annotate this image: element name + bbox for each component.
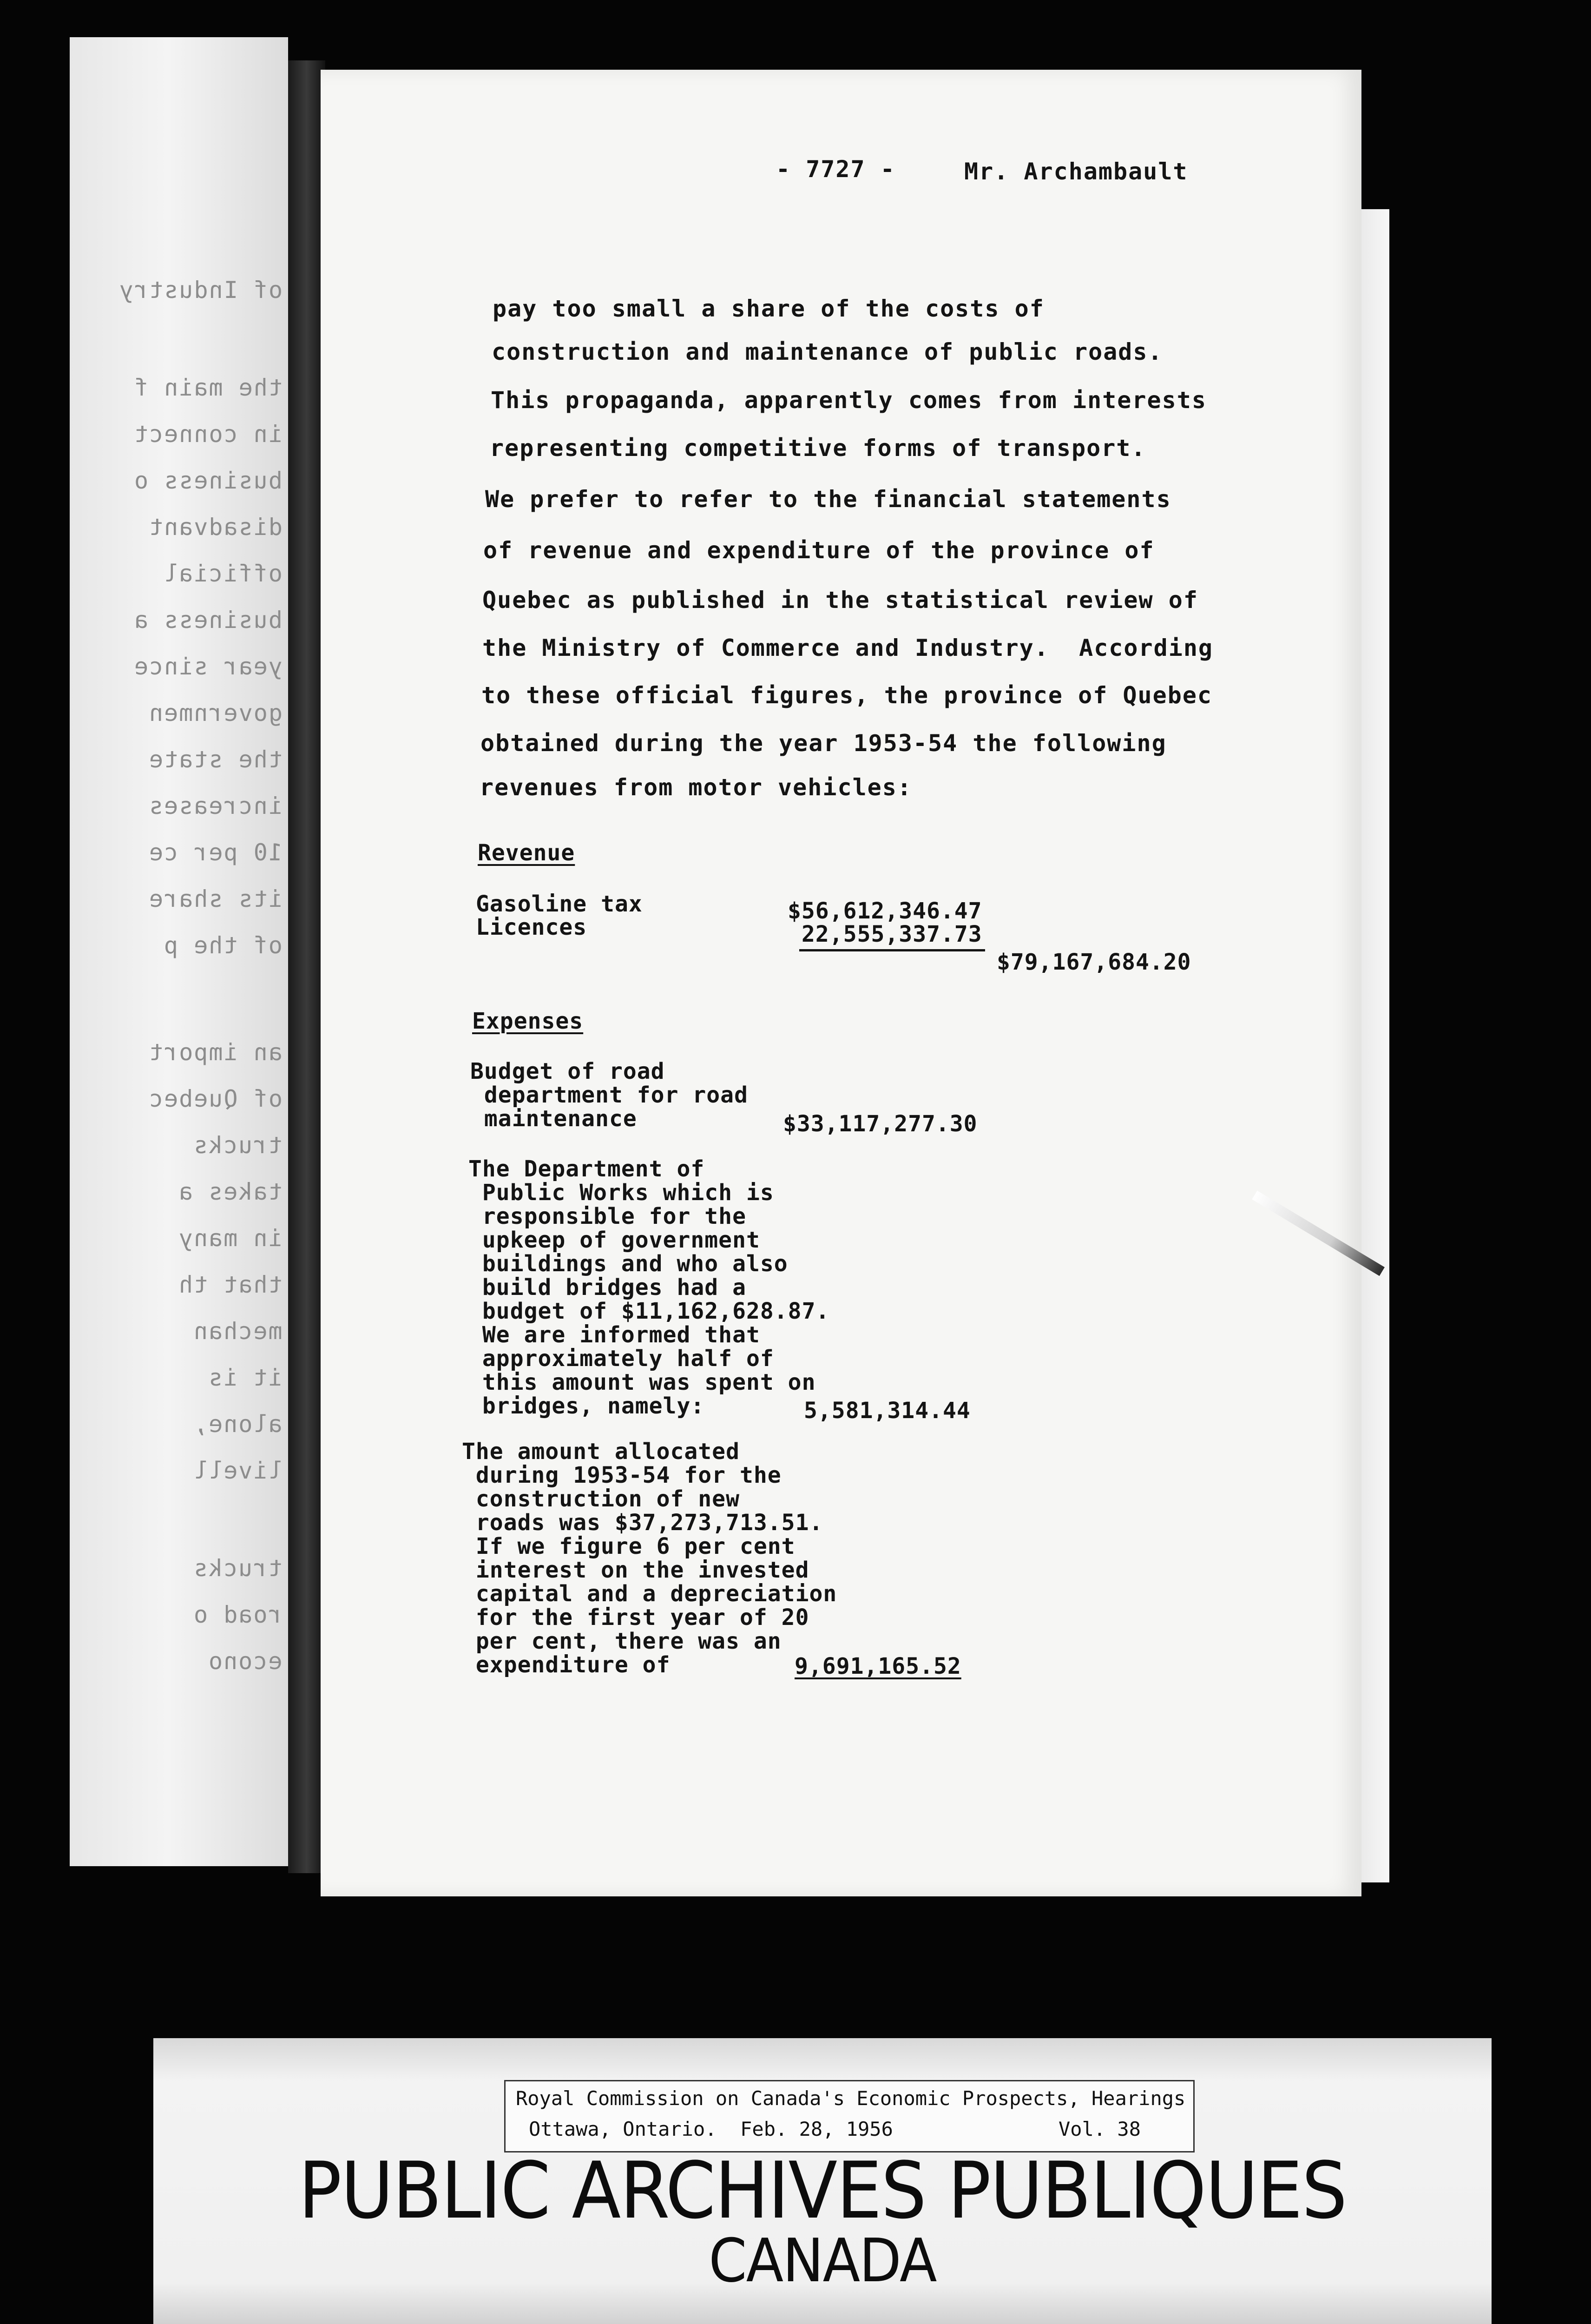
body-line: pay too small a share of the costs of — [493, 295, 1045, 322]
body-line: to these official figures, the province of Quebec — [481, 682, 1213, 709]
bleed-text: trucks — [193, 1132, 283, 1159]
bleed-text: mechan — [193, 1318, 283, 1345]
expense-text-line: upkeep of government — [468, 1227, 760, 1253]
expense-text-line: for the first year of 20 — [462, 1604, 809, 1631]
gasoline-tax-label: Gasoline tax — [476, 891, 643, 917]
expense-text-line: this amount was spent on — [468, 1369, 816, 1395]
body-line: the Ministry of Commerce and Industry. According — [482, 634, 1214, 661]
bleed-text: year since — [133, 653, 283, 680]
expense-text-line: The amount allocated — [462, 1439, 740, 1465]
expense-text-line: We are informed that — [468, 1322, 760, 1348]
speaker-name: Mr. Archambault — [964, 158, 1188, 185]
bleed-text: road o — [193, 1601, 283, 1628]
expense-text-line: budget of $11,162,628.87. — [468, 1298, 830, 1324]
expense-text-line: during 1953-54 for the — [462, 1462, 782, 1488]
bleed-text: governmen — [148, 700, 283, 726]
road-maintenance-value: $33,117,277.30 — [783, 1111, 978, 1137]
expense-text-line: roads was $37,273,713.51. — [462, 1510, 823, 1536]
bleed-text: takes a — [178, 1178, 283, 1205]
expense-text-line: per cent, there was an — [462, 1628, 782, 1654]
body-line: We prefer to refer to the financial statements — [485, 486, 1171, 513]
expense-text-line: bridges, namely: — [468, 1393, 705, 1419]
bleed-text: livell — [193, 1457, 283, 1484]
bleed-text: econo — [208, 1648, 283, 1675]
expense-text-line: department for road — [470, 1082, 748, 1108]
reference-label — [504, 2080, 1195, 2152]
bleed-text: alone, — [193, 1411, 283, 1438]
expense-text-line: buildings and who also — [468, 1251, 788, 1277]
expense-text-line: Budget of road — [470, 1058, 665, 1084]
expense-text-line: approximately half of — [468, 1346, 774, 1372]
expense-text-line: If we figure 6 per cent — [462, 1533, 796, 1559]
bleed-text: disadvant — [148, 514, 283, 541]
bleed-text: of the p — [163, 932, 283, 959]
archives-stamp-title: PUBLIC ARCHIVES PUBLIQUES — [298, 2145, 1347, 2236]
bleed-text: business o — [133, 467, 283, 494]
page-number: - 7727 - — [776, 156, 895, 183]
bleed-text: in many — [178, 1225, 283, 1252]
bleed-text: the state — [148, 746, 283, 773]
archives-stamp-country: CANADA — [709, 2226, 936, 2296]
bleed-text: an import — [148, 1039, 283, 1066]
bleed-text: its share — [148, 885, 283, 912]
gasoline-tax-value: $56,612,346.47 — [788, 898, 982, 924]
bleed-text: that th — [178, 1271, 283, 1298]
expenses-heading: Expenses — [472, 1008, 584, 1034]
bleed-text: official — [163, 560, 283, 587]
new-roads-expenditure-value: 9,691,165.52 — [795, 1653, 961, 1679]
body-line: of revenue and expenditure of the province of — [483, 537, 1155, 564]
expense-text-line: Public Works which is — [468, 1180, 774, 1206]
expense-text-line: interest on the invested — [462, 1557, 809, 1583]
bleed-text: the main f — [133, 374, 283, 401]
licences-label: Licences — [476, 914, 587, 940]
body-line: construction and maintenance of public roads. — [492, 338, 1163, 365]
book-spine — [288, 60, 325, 1873]
body-line: representing competitive forms of transport. — [490, 435, 1146, 462]
body-line: This propaganda, apparently comes from interests — [491, 387, 1207, 414]
revenue-total: $79,167,684.20 — [997, 949, 1191, 975]
bleed-text: it is — [208, 1364, 283, 1391]
bleed-text: business a — [133, 607, 283, 634]
bleed-text: 10 per ce — [148, 839, 283, 866]
reference-line-1: Royal Commission on Canada's Economic Prospects, Hearings — [516, 2087, 1186, 2110]
bleed-text: trucks — [193, 1555, 283, 1582]
body-line: revenues from motor vehicles: — [480, 774, 912, 801]
body-line: Quebec as published in the statistical review of — [482, 587, 1198, 614]
expense-text-line: construction of new — [462, 1486, 740, 1512]
page-edge-strip — [1357, 209, 1389, 1882]
bleed-text: increases — [148, 792, 283, 819]
expense-text-line: The Department of — [468, 1156, 705, 1182]
left-page-edge — [70, 37, 288, 1866]
expense-text-line: build bridges had a — [468, 1274, 746, 1301]
expense-text-line: capital and a depreciation — [462, 1581, 837, 1607]
bleed-text: in connect — [133, 421, 283, 448]
revenue-heading: Revenue — [478, 840, 575, 866]
bridges-value: 5,581,314.44 — [804, 1398, 971, 1424]
licences-value: 22,555,337.73 — [802, 921, 982, 947]
expense-text-line: expenditure of — [462, 1652, 671, 1678]
bleed-text: of Industry — [118, 277, 283, 304]
expense-text-line: maintenance — [470, 1106, 637, 1132]
body-line: obtained during the year 1953-54 the following — [480, 730, 1167, 757]
revenue-subtotal-rule — [799, 949, 985, 951]
reference-line-2: Ottawa, Ontario. Feb. 28, 1956 — [529, 2118, 893, 2140]
bleed-text: of Quebec — [148, 1085, 283, 1112]
expense-text-line: responsible for the — [468, 1203, 746, 1229]
reference-volume: Vol. 38 — [1058, 2118, 1141, 2140]
